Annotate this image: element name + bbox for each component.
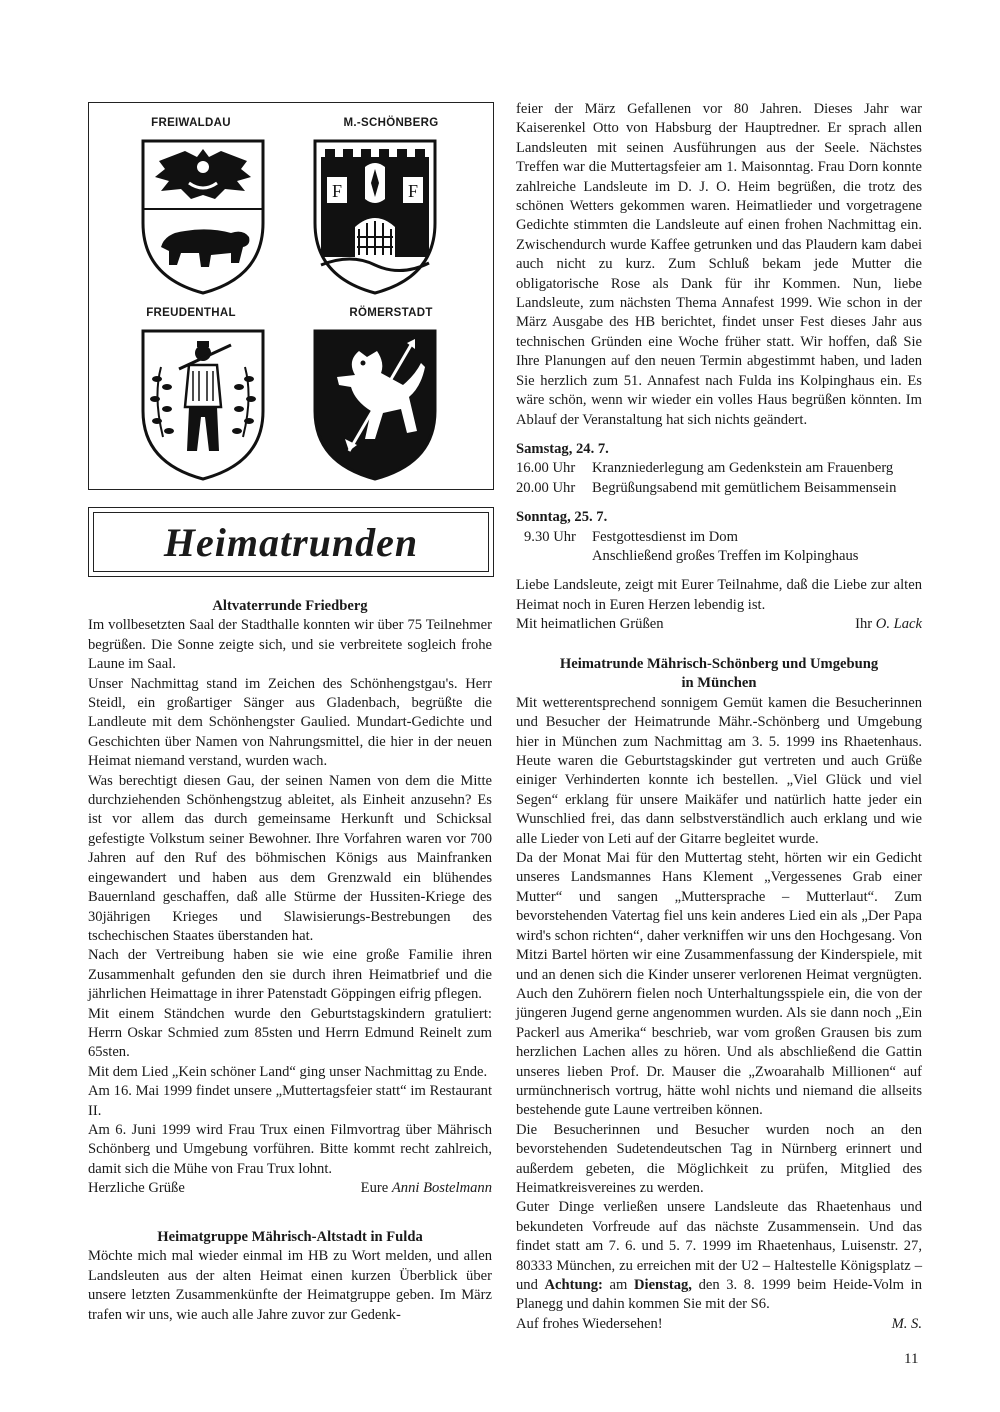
muenchen-heading-line2: in München [681,675,757,692]
schedule-time: 9.30 Uhr [524,528,576,545]
muenchen-text: am [602,1277,634,1293]
roemerstadt-crest-icon [311,327,439,483]
muenchen-paragraph-last [516,1198,922,1314]
muenchen-text: den 3. 8. 1999 beim Heide-Volm in Planegg und dahin kommen Sie mit der S6. [516,1277,922,1313]
fulda-signature: O. Lack [875,616,922,633]
schedule-row [516,479,922,498]
svg-text:F: F [407,181,419,201]
muenchen-signature-line [516,1315,922,1334]
fulda-signature-line [516,615,922,634]
fulda-sunday-label: Sonntag, 25. 7. [516,509,608,526]
altvater-paragraph: Was berechtigt diesen Gau, der seinen Namen von dem die Mitte durchziehenden Schönhengstzug ableitet, als Einheit anzusehn? Es ist vor allem das durch gemeinsame Herkunft und Schicksal gefestigte Volkstum seiner Bewohner. Ihre Vorfahren waren vor 700 Jahren auf den Ruf des böhmischen Königs aus Mainfranken eingewandert und haben aus dem Grenzwald ein blühendes Bauernland geschaffen, daß alle Stürme der Hussiten-Kriege des 30jährigen Krieges und Slawisierungs-Bestrebungen des tschechischen Staates überstanden hat. [88,772,492,944]
banner-title: Heimatrunden [163,519,419,565]
fulda-paragraph-part2: feier der März Gefallenen vor 80 Jahren. Dieses Jahr war Kaiserenkel Otto von Habsburg der Hauptredner. Er sprach allen Landsleuten mit seinen Ausführungen aus der Seele. Nächstes Treffen war die Muttertagsfeier am 1. Maisonntag. Frau Dorn konnte zahlreiche Landsleute im D. J. O. Heim begrüßen, die trotz des schönen Wetters gekommen waren. Heimatlieder und vorgetragene Gedichte stimmten die Landsleute auf einen frohen Nachmittag ein. Zwischendurch wurde Kaffee getrunken und das Plaudern kam dabei auch nicht zu kurz. Zum Schluß bekam jede Mutter die obligatorische Rose als Dank für ihr Kommen. Nun, liebe Landsleute, zum nächsten Thema Annafest 1999. Wie schon in der März Ausgabe des HB berichtet, findet unser Fest dieses Jahr aus technischen Gründen eine Woche früher statt. Wir hoffen, daß Sie Ihre Planungen auf den neuen Termin abgestimmt haben, und laden Sie herzlich zum 51. Annafest nach Fulda ins Kolpinghaus ein. Es wäre schön, wenn wir wieder ein volles Haus begrüßen könnten. Im Ablauf der Veranstaltung hat sich nichts geändert. [516,101,922,428]
altvater-paragraph: Mit dem Lied „Kein schöner Land“ ging unser Nachmittag zu Ende. [88,1063,488,1080]
page-number: 11 [904,1351,919,1367]
altvater-paragraph: Mit einem Ständchen wurde den Geburtstagskindern gratuliert: Herrn Oskar Schmied zum 85sten und Herrn Edmund Reinelt zum 65sten. [88,1005,492,1061]
altvater-closing: Herzliche Grüße [88,1180,185,1197]
schedule-event: Anschließend großes Treffen im Kolpinghaus [592,547,859,564]
schedule-row [516,459,922,478]
section-banner [88,507,494,577]
crest-label-roemerstadt: RÖMERSTADT [349,307,433,319]
muenchen-heading-line1: Heimatrunde Mährisch-Schönberg und Umgebung [559,656,879,672]
muenchen-paragraph: Da der Monat Mai für den Muttertag steht, hörten wir ein Gedicht unseres Landsmannes Hans Klement „Vergessenes Grab einer Mutter“ und sangen „Muttersprache – Mutterlaut“. Zum bevorstehenden Vatertag fiel uns kein anderes Lied ein als „Der Papa wird's schon richten“, daher verkniffen wir uns den Hochgesang. Von Mitzi Bartel hörten wir eine Zusammenfassung der Kinderspiele, mit und an denen sich die Kinder unserer verlorenen Heimat vergnügten. Auch den Zuhörern fielen noch Unterhaltungsspiele ein, die von der jüngeren Jugend gerne angenommen wurden. Als sie dann noch „Ein Packerl aus Amerika“ beschrieb, war vom großen Grausen bis zum herzlichen Lachen alles zu hören. Und als abschließend die Gattin unseres lieben Prof. Dr. Mauser die „Zwoarahalb Millionen“ auf urmünchnerisch vortrug, hätte wohl nichts und niemand die allseits bestehende gute Laune vertreiben können. [516,850,922,1119]
fulda-greeting: Mit heimatlichen Grüßen [516,616,664,633]
fulda-saturday-label: Samstag, 24. 7. [516,440,609,457]
schedule-row [516,547,922,566]
muenchen-bold-day: Dienstag, [633,1277,692,1293]
muenchen-farewell: Auf frohes Wiedersehen! [516,1315,663,1332]
fulda-paragraph-part1: Möchte mich mal wieder einmal im HB zu Wort melden, und allen Landsleuten aus der alten Heimat einen kurzen Überblick über unsere letzten Zusammenkünfte der Heimatgruppe geben. Im März trafen wir uns, wie auch alle Jahre zuvor zur Gedenk- [88,1248,492,1323]
altvater-signature-line [88,1179,492,1198]
muenchen-text: Guter Dinge verließen unsere Landsleute das Rhaetenhaus und bekundeten Vorfreude auf das nächste Zusammensein. Und das findet statt am 7. 6. und 5. 7. 1999 im Rhaetenhaus, Luisenstr. 27, 80333 München, zu erreichen mit der U2 – Haltestelle Königsplatz – und [516,1199,922,1293]
fulda-sig-prefix: Ihr [855,616,873,633]
altvater-paragraph: Am 16. Mai 1999 findet unsere „Muttertagsfeier statt“ im Restaurant II. [88,1083,492,1119]
crest-label-schoenberg: M.-SCHÖNBERG [343,117,439,129]
crest-label-freudenthal: FREUDENTHAL [146,307,236,319]
schoenberg-crest-icon [311,137,439,297]
freudenthal-crest-icon [139,327,267,483]
fulda-heading: Heimatgruppe Mährisch-Altstadt in Fulda [157,1229,423,1245]
svg-text:F: F [331,181,343,201]
crest-label-freiwaldau: FREIWALDAU [151,117,231,129]
altvater-paragraph: Unser Nachmittag stand im Zeichen des Schönhengstgau's. Herr Steidl, ein großartiger Sänger aus Gladenbach, begrüßte die Landleute mit dem Schönhengster Gaulied. Mundart-Gedichte und Geschichten über Namen von Nahrungsmittel, die hier in der neuen Heimat niemand verstand, wurden wach. [88,675,492,770]
schedule-time: 16.00 Uhr [516,460,576,477]
altvater-paragraph: Nach der Vertreibung haben sie wie eine große Familie ihren Zusammenhalt gefunden den sie durch ihren Heimatbrief und die jährlichen Heimattage in ihrer Patenstadt Göppingen eifrig pflegen. [88,947,492,1003]
fulda-article-start [88,1228,492,1325]
altvater-signature: Anni Bostelmann [391,1180,492,1197]
altvater-paragraph: Im vollbesetzten Saal der Stadthalle konnten wir über 75 Teilnehmer begrüßen. Die Sonne zeigte sich, und sie verbreitete sogleich frohe Laune im Saal. [88,617,492,673]
fulda-article-continued [516,100,922,635]
altvater-sig-prefix: Eure [360,1180,389,1197]
muenchen-article [516,655,922,1334]
muenchen-bold-note: Achtung: [544,1277,603,1293]
schedule-row [516,528,922,547]
schedule-time: 20.00 Uhr [516,479,576,496]
muenchen-paragraph: Mit wetterentsprechend sonnigem Gemüt kamen die Besucherinnen und Besucher der Heimatrunde Mähr.-Schönberg und Umgebung hier in München zum Nachmittag am 3. 5. 1999 ins Rhaetenhaus. Heute waren die Geburtstagskinder gut vertreten und auch Grüße einiger Verhinderten konnte ich bestellen. „Viel Glück und viel Segen“ erklang für unsere Maikäfer und natürlich hatte jeder ein Wunschlied frei, das dann selbstverständlich auch erklang und wie alle Lieder von Leti auf der Gitarre begleitet wurde. [516,694,922,847]
coat-of-arms-panel [88,102,494,490]
freiwaldau-crest-icon [139,137,267,297]
muenchen-signature: M. S. [891,1315,922,1332]
altvater-paragraph: Am 6. Juni 1999 wird Frau Trux einen Filmvortrag über Mährisch Schönberg und Umgebung vorführen. Bitte kommt recht zahlreich, damit sich die Mühe von Frau Trux lohnt. [88,1121,492,1177]
fulda-closing-text: Liebe Landsleute, zeigt mit Eurer Teilnahme, daß die Liebe zur alten Heimat noch in Euren Herzen lebendig ist. [516,577,922,613]
altvater-heading: Altvaterrunde Friedberg [212,598,368,614]
schedule-event: Kranzniederlegung am Gedenkstein am Frauenberg [592,460,894,477]
schedule-event: Begrüßungsabend mit gemütlichem Beisammensein [592,479,897,496]
schedule-event: Festgottesdienst im Dom [592,528,738,545]
muenchen-paragraph: Die Besucherinnen und Besucher wurden noch an den bevorstehenden Sudetendeutschen Tag in Nürnberg erinnert und außerdem gebeten, die Möglichkeit zu prüfen, Mitglied des Heimatkreisvereines zu werden. [516,1121,922,1196]
altvater-article [88,597,492,1199]
